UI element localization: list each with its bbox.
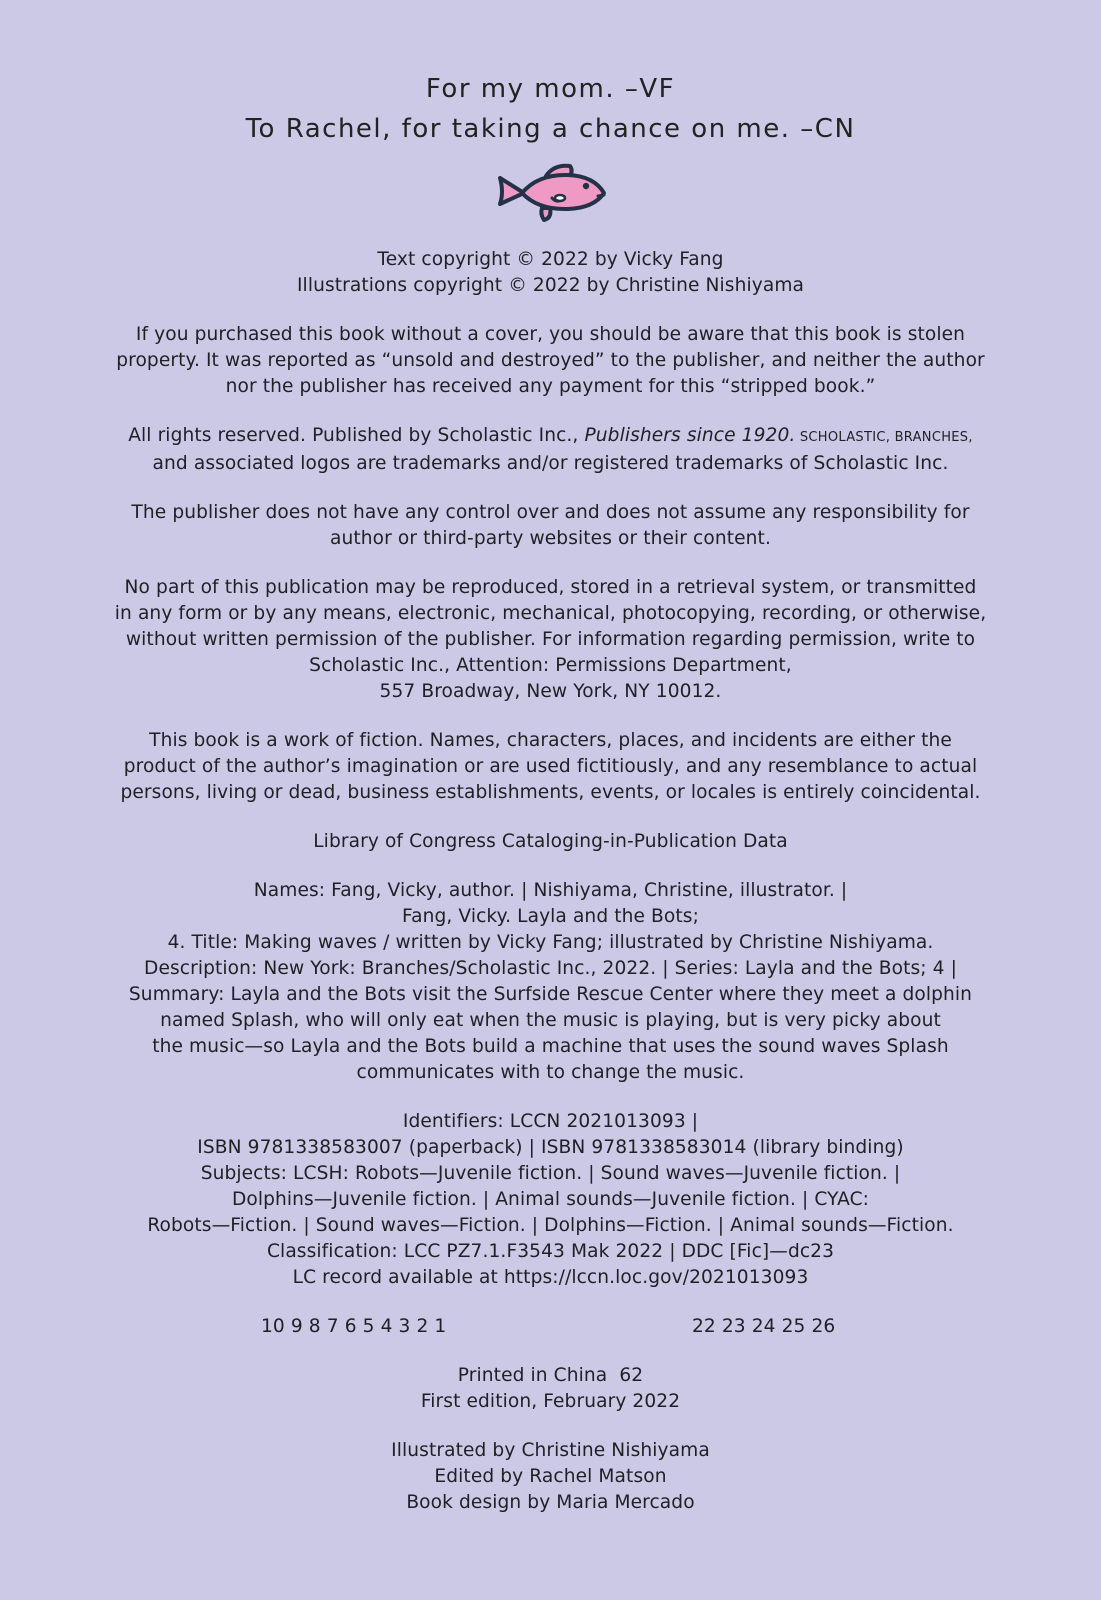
stripped-book-notice — [0, 322, 1101, 400]
cip-line: ISBN 9781338583007 (paperback) | ISBN 9781338583014 (library binding) — [197, 1137, 904, 1158]
printing-year-line: 22 23 24 25 26 — [692, 1316, 836, 1337]
cip-identifiers-block — [0, 1109, 1101, 1291]
cip-line: Classification: LCC PZ7.1.F3543 Mak 2022 | DDC [Fic]—dc23 — [266, 1241, 835, 1262]
printing-number-line: 10 9 8 7 6 5 4 3 2 1 — [261, 1316, 447, 1337]
rights-prefix: All rights reserved. Published by Scholastic Inc., — [128, 425, 585, 446]
printed-in: Printed in China 62 — [457, 1365, 644, 1386]
printing-lines — [0, 1314, 1101, 1340]
reproduction-line: Scholastic Inc., Attention: Permissions Department, — [309, 655, 792, 676]
rights-block — [0, 423, 1101, 477]
illustrations-copyright: Illustrations copyright © 2022 by Christine Nishiyama — [296, 275, 805, 296]
notice-line: If you purchased this book without a cover, you should be aware that this book is stolen — [135, 324, 966, 345]
control-line: author or third-party websites or their content. — [330, 528, 771, 549]
reproduction-line: 557 Broadway, New York, NY 10012. — [379, 681, 722, 702]
rights-line-2: and associated logos are trademarks and/or registered trademarks of Scholastic Inc. — [152, 453, 949, 474]
cip-line: Description: New York: Branches/Scholastic Inc., 2022. | Series: Layla and the Bots; 4 | — [144, 958, 957, 979]
reproduction-notice — [0, 575, 1101, 705]
fiction-disclaimer — [0, 728, 1101, 806]
disclaimer-line: persons, living or dead, business establishments, events, or locales is entirely coincidental. — [120, 782, 981, 803]
cip-heading: Library of Congress Cataloging-in-Publication Data — [313, 831, 788, 852]
reproduction-line: in any form or by any means, electronic, mechanical, photocopying, recording, or otherwise, — [114, 603, 987, 624]
cip-line: 4. Title: Making waves / written by Vicky Fang; illustrated by Christine Nishiyama. — [167, 932, 934, 953]
cip-line: Identifiers: LCCN 2021013093 | — [402, 1111, 699, 1132]
disclaimer-line: product of the author’s imagination or are used fictitiously, and any resemblance to actual — [123, 756, 978, 777]
publisher-tagline: Publishers since 1920. — [584, 425, 796, 446]
copyright-text — [0, 247, 1101, 1516]
edition: First edition, February 2022 — [420, 1391, 681, 1412]
credit-editor: Edited by Rachel Matson — [434, 1466, 667, 1487]
trademark-names: SCHOLASTIC, BRANCHES, — [795, 430, 973, 445]
credit-illustrator: Illustrated by Christine Nishiyama — [391, 1440, 710, 1461]
notice-line: property. It was reported as “unsold and destroyed” to the publisher, and neither the author — [116, 350, 985, 371]
printing-info — [0, 1363, 1101, 1415]
dedication-line-1: For my mom. –VF — [425, 74, 676, 104]
cip-line: Fang, Vicky. Layla and the Bots; — [402, 906, 699, 927]
cip-names-block — [0, 878, 1101, 1086]
reproduction-line: No part of this publication may be reproduced, stored in a retrieval system, or transmitted — [124, 577, 977, 598]
cip-line: Names: Fang, Vicky, author. | Nishiyama, Christine, illustrator. | — [253, 880, 848, 901]
cip-line: Robots—Fiction. | Sound waves—Fiction. | Dolphins—Fiction. | Animal sounds—Fiction. — [147, 1215, 954, 1236]
cip-line: Subjects: LCSH: Robots—Juvenile fiction. | Sound waves—Juvenile fiction. | — [200, 1163, 901, 1184]
credit-designer: Book design by Maria Mercado — [406, 1492, 695, 1513]
notice-line: nor the publisher has received any payment for this “stripped book.” — [225, 376, 876, 397]
control-line: The publisher does not have any control over and does not assume any responsibility for — [131, 502, 970, 523]
publisher-control-notice — [0, 500, 1101, 552]
fish-icon — [494, 162, 610, 224]
text-copyright: Text copyright © 2022 by Vicky Fang — [377, 249, 724, 270]
cip-line: named Splash, who will only eat when the music is playing, but is very picky about — [160, 1010, 941, 1031]
dedication-line-2: To Rachel, for taking a chance on me. –CN — [245, 114, 856, 144]
credits-block — [0, 1438, 1101, 1516]
cip-line: Summary: Layla and the Bots visit the Surfside Rescue Center where they meet a dolphin — [128, 984, 973, 1005]
cip-line: LC record available at https://lccn.loc.gov/2021013093 — [292, 1267, 809, 1288]
rights-line-1 — [0, 423, 1101, 451]
cip-line: the music—so Layla and the Bots build a machine that uses the sound waves Splash — [152, 1036, 949, 1057]
cip-line: communicates with to change the music. — [356, 1062, 745, 1083]
reproduction-line: without written permission of the publisher. For information regarding permission, write to — [125, 629, 976, 650]
copyright-block — [0, 247, 1101, 299]
cip-line: Dolphins—Juvenile fiction. | Animal sounds—Juvenile fiction. | CYAC: — [231, 1189, 870, 1210]
disclaimer-line: This book is a work of fiction. Names, characters, places, and incidents are either the — [149, 730, 952, 751]
